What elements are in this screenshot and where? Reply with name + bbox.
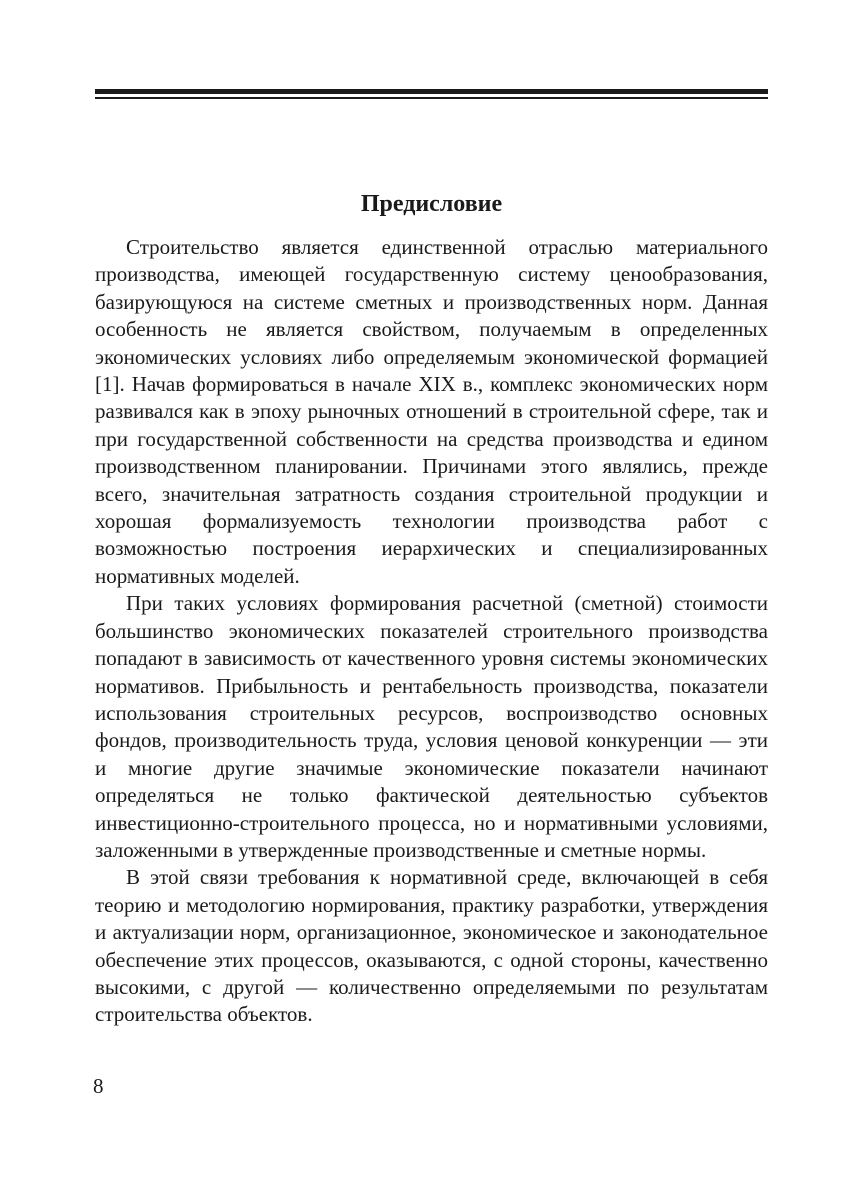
section-heading: Предисловие bbox=[360, 191, 503, 217]
paragraph-3: В этой связи требования к нормативной среде, включающей в себя теорию и методологию нормирования, практику разработки, утверждения и актуализации норм, организационное, экономическое и законодательное обеспечение этих процессов, оказываются, с одной стороны, качественно высокими, с другой — количественно определяемыми по результатам строительства объектов. bbox=[95, 865, 768, 1027]
header-rule-thick bbox=[95, 89, 768, 94]
body-text bbox=[95, 234, 768, 1029]
page-number: 8 bbox=[93, 1074, 104, 1098]
paragraph-1: Строительство является единственной отраслью материального производства, имеющей государственную систему ценообразования, базирующуюся на системе сметных и производственных норм. Данная особенность не является свойством, получаемым в определенных экономических условиях либо определяемым экономической формацией [1]. Начав формироваться в начале XIX в., комплекс экономических норм развивался как в эпоху рыночных отношений в строительной сфере, так и при государственной собственности на средства производства и едином производственном планировании. Причинами этого являлись, прежде всего, значительная затратность создания строительной продукции и хорошая формализуемость технологии производства работ с возможностью построения иерархических и специализированных нормативных моделей. bbox=[95, 235, 768, 588]
paragraph-2: При таких условиях формирования расчетной (сметной) стоимости большинство экономических показателей строительного производства попадают в зависимость от качественного уровня системы экономических нормативов. Прибыльность и рентабельность производства, показатели использования строительных ресурсов, воспроизводство основных фондов, производительность труда, условия ценовой конкуренции — эти и многие другие значимые экономические показатели начинают определяться не только фактической деятельностью субъектов инвестиционно-строительного процесса, но и нормативными условиями, заложенными в утвержденные производственные и сметные нормы. bbox=[95, 591, 768, 862]
header-rule-thin bbox=[95, 97, 768, 99]
